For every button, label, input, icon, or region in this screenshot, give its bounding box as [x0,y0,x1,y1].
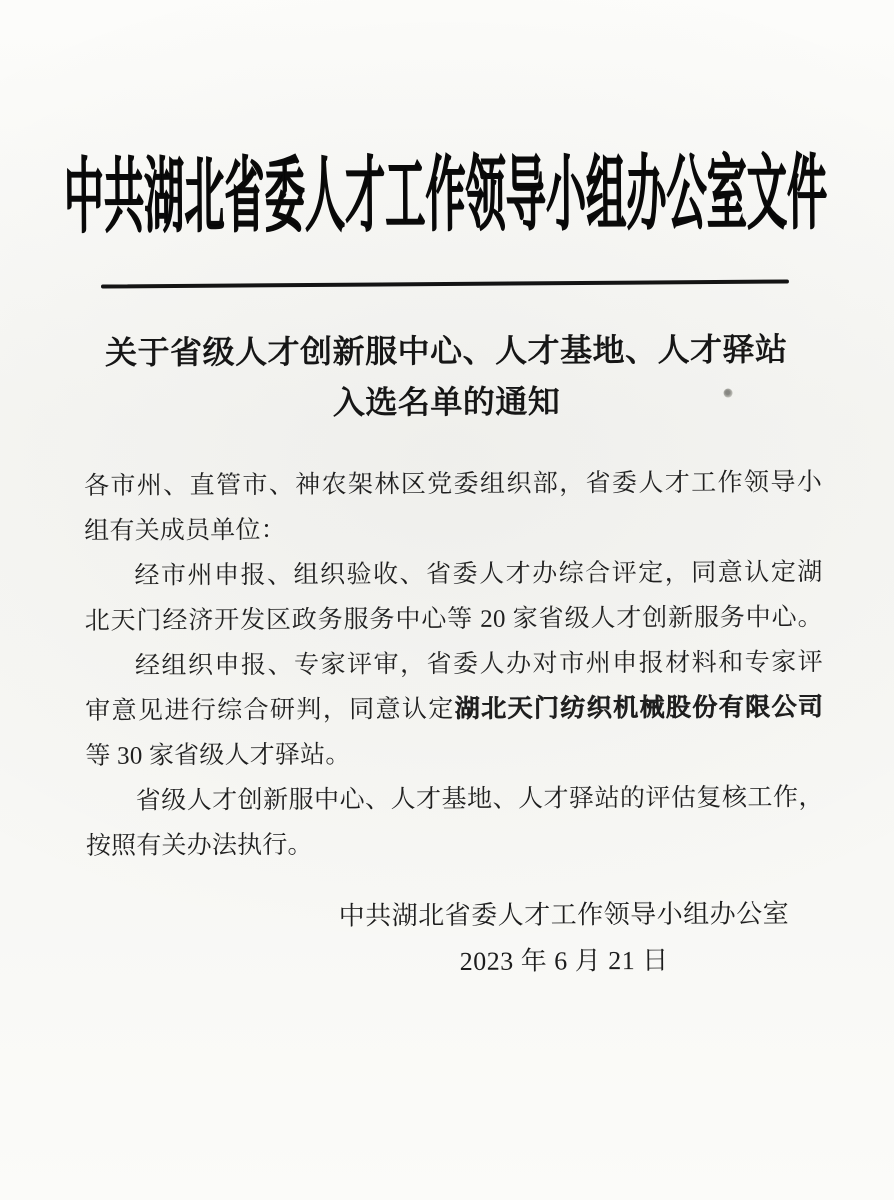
document-title-line1: 关于省级人才创新服中心、人才基地、人才驿站 [104,331,788,371]
document-title-line2: 入选名单的通知 [332,383,561,421]
paragraph-line: 北天门经济开发区政务服务中心等 20 家省级人才创新服务中心。 [84,604,823,635]
paragraph-line: 经市州申报、组织验收、省委人才办综合评定，同意认定湖 [134,559,823,590]
signature-date: 2023 年 6 月 21 日 [459,945,669,976]
salutation-line: 各市州、直管市、神农架林区党委组织部，省委人才工作领导小 [83,469,823,500]
letterhead-title: 中共湖北省委人才工作领导小组办公室文件 [63,148,828,244]
document-body [84,460,824,869]
paragraph-line: 经组织申报、专家评审，省委人办对市州申报材料和专家评 [134,649,824,680]
salutation-line: 组有关成员单位： [84,516,286,545]
body-paragraph-2 [85,640,824,779]
letterhead-divider-rule [101,279,789,288]
company-name-emphasis: 湖北天门纺织机械股份有限公司 [454,693,824,723]
paragraph-line: 省级人才创新服中心、人才基地、人才驿站的评估复核工作， [135,784,824,815]
body-paragraph-3 [86,775,824,869]
signature-organization: 中共湖北省委人才工作领导小组办公室 [338,899,790,931]
document-title [0,324,894,431]
letterhead-banner [0,146,893,247]
paragraph-line: 按照有关办法执行。 [85,831,313,860]
body-paragraph-1 [84,550,822,644]
signature-block [339,891,790,985]
paragraph-line [85,685,823,734]
paragraph-text: 审意见进行综合研判，同意认定 [85,695,455,725]
paragraph-line: 等 30 家省级人才驿站。 [85,741,351,770]
salutation-paragraph [84,460,822,554]
ink-speck-artifact [724,389,733,398]
